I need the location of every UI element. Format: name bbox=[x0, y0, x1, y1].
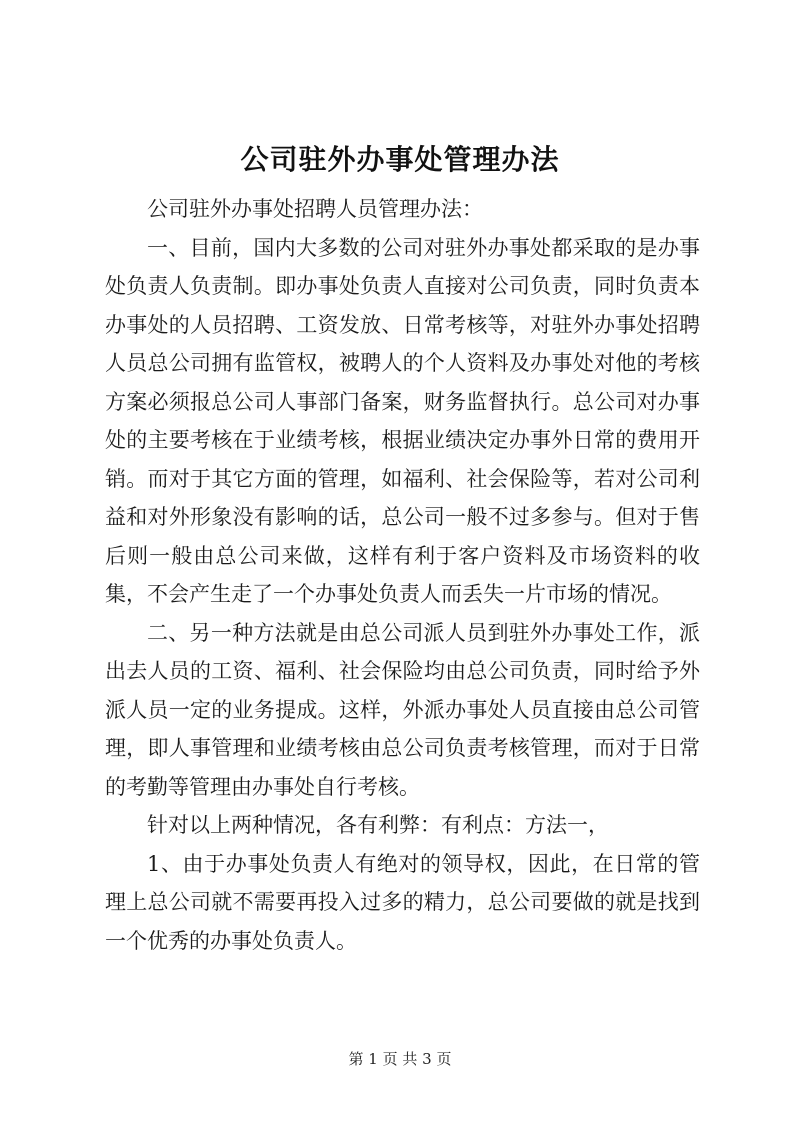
paragraph-intro: 公司驻外办事处招聘人员管理办法： bbox=[147, 197, 483, 221]
document-title: 公司驻外办事处管理办法 bbox=[240, 143, 560, 176]
document-body bbox=[105, 190, 700, 960]
paragraph-point-one: 1、由于办事处负责人有绝对的领导权，因此，在日常的管理上总公司就不需要再投入过多的精力，总公司要做的就是找到一个优秀的办事处负责人。 bbox=[105, 851, 700, 953]
paragraph-method-two: 二、另一种方法就是由总公司派人员到驻外办事处工作，派出去人员的工资、福利、社会保险均由总公司负责，同时给予外派人员一定的业务提成。这样，外派办事处人员直接由总公司管理，即人事管理和业绩考核由总公司负责考核管理，而对于日常的考勤等管理由办事处自行考核。 bbox=[105, 620, 700, 799]
page-footer: 第 1 页 共 3 页 bbox=[348, 1050, 452, 1068]
paragraph-method-one: 一、目前，国内大多数的公司对驻外办事处都采取的是办事处负责人负责制。即办事处负责人直接对公司负责，同时负责本办事处的人员招聘、工资发放、日常考核等，对驻外办事处招聘人员总公司拥有监管权，被聘人的个人资料及办事处对他的考核方案必须报总公司人事部门备案，财务监督执行。总公司对办事处的主要考核在于业绩考核，根据业绩决定办事外日常的费用开销。而对于其它方面的管理，如福利、社会保险等，若对公司利益和对外形象没有影响的话，总公司一般不过多参与。但对于售后则一般由总公司来做，这样有利于客户资料及市场资料的收集，不会产生走了一个办事处负责人而丢失一片市场的情况。 bbox=[105, 235, 700, 606]
paragraph-pros-cons: 针对以上两种情况，各有利弊：有利点：方法一， bbox=[147, 813, 609, 837]
